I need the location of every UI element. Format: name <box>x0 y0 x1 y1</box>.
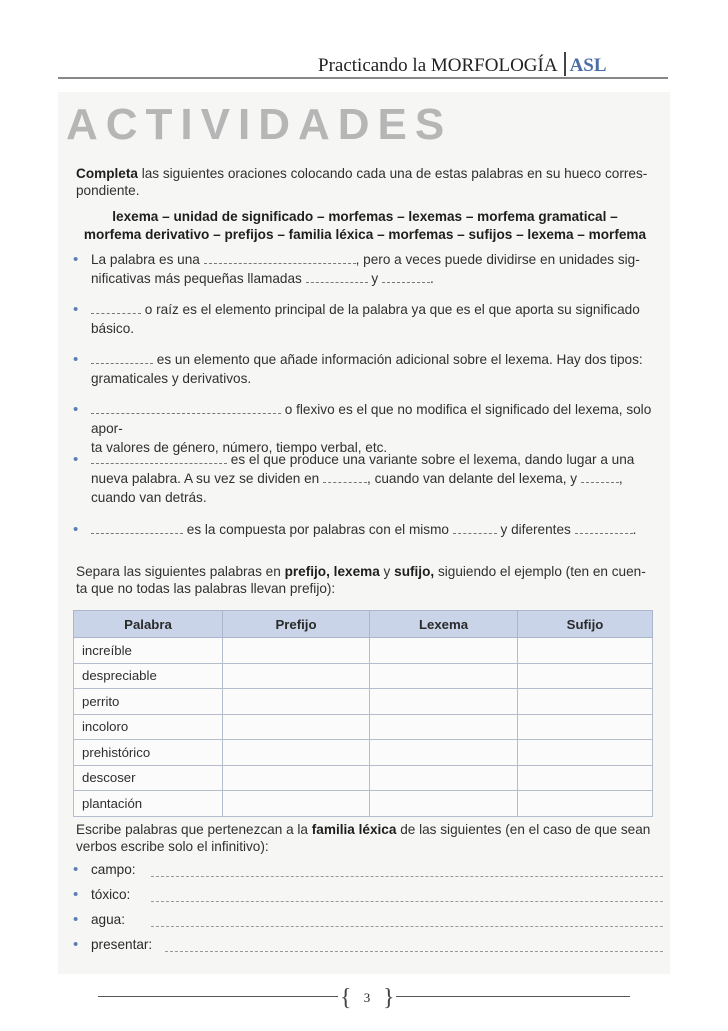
ex1-instruction <box>76 165 656 199</box>
family-label: agua: <box>91 912 126 927</box>
table-row <box>74 689 653 715</box>
sufijo-cell[interactable] <box>518 740 653 766</box>
ex3-instruction <box>76 821 658 855</box>
prefijo-cell[interactable] <box>223 740 370 766</box>
b1-text-e: . <box>429 271 434 286</box>
blank[interactable] <box>382 271 430 283</box>
bullet-dot: • <box>73 301 79 318</box>
col-header-lexema: Lexema <box>370 611 518 638</box>
b5-text-d: , <box>618 471 623 486</box>
b3-text-a: es un elemento que añade información adicional sobre el lexema. Hay dos tipos: <box>156 352 643 367</box>
bullet-4 <box>73 400 657 455</box>
answer-line[interactable] <box>151 876 663 877</box>
family-label: campo: <box>91 862 136 877</box>
ex3-line2: verbos escribe solo el infinitivo): <box>76 839 269 854</box>
table-header-row <box>74 611 653 638</box>
b6-text-b: y diferentes <box>500 522 571 537</box>
footer-rule-right <box>396 996 630 997</box>
bullet-2 <box>75 300 657 340</box>
b5-text-c: , cuando van delante del lexema, y <box>367 471 578 486</box>
word-cell: prehistórico <box>74 740 223 766</box>
prefijo-cell[interactable] <box>223 638 370 664</box>
ex2-instruction <box>76 563 658 597</box>
bullet-5 <box>75 450 657 510</box>
ex1-lead-bold: Completa <box>76 166 138 181</box>
footer-bracket-left: { <box>340 985 352 1011</box>
sufijo-cell[interactable] <box>518 791 653 817</box>
word-cell: descoser <box>74 765 223 791</box>
ex2-text-e: siguiendo el ejemplo (ten en cuen- <box>434 564 646 579</box>
blank[interactable] <box>204 252 356 264</box>
header-title: Practicando la MORFOLOGÍA <box>318 55 558 76</box>
table-row <box>74 638 653 664</box>
lexema-cell[interactable] <box>370 689 518 715</box>
word-cell: increíble <box>74 638 223 664</box>
family-item-campo <box>75 862 663 882</box>
b6-text-c: . <box>632 522 637 537</box>
family-item-toxico <box>75 887 663 907</box>
col-header-prefijo: Prefijo <box>223 611 370 638</box>
b3-text-b: gramaticales y derivativos. <box>91 371 252 386</box>
b5-text-b: nueva palabra. A su vez se dividen en <box>91 471 320 486</box>
b1-text-a: La palabra es una <box>91 252 200 267</box>
b6-text-a: es la compuesta por palabras con el mismo <box>186 522 449 537</box>
b4-text-b: ta valores de género, número, tiempo verbal, etc. <box>91 440 388 455</box>
bullet-dot: • <box>73 401 79 418</box>
lexema-cell[interactable] <box>370 638 518 664</box>
b4-text-a: o flexivo es el que no modifica el significado del lexema, solo apor- <box>91 402 652 436</box>
header-rule <box>58 77 668 79</box>
morphology-table <box>73 610 653 817</box>
b2-text-a: o raíz es el elemento principal de la palabra ya que es el que aporta su significado <box>144 302 640 317</box>
word-cell: despreciable <box>74 663 223 689</box>
word-bank-line2: morfema derivativo – prefijos – familia léxica – morfemas – sufijos – lexema – morfema <box>83 227 647 242</box>
ex2-bold-d: sufijo, <box>394 564 435 579</box>
blank[interactable] <box>91 302 141 314</box>
lexema-cell[interactable] <box>370 714 518 740</box>
b1-text-c: nificativas más pequeñas llamadas <box>91 271 302 286</box>
ex3-text-a: Escribe palabras que pertenezcan a la <box>76 822 312 837</box>
family-item-presentar <box>75 937 663 957</box>
lexema-cell[interactable] <box>370 663 518 689</box>
b2-text-b: básico. <box>91 321 135 336</box>
sufijo-cell[interactable] <box>518 638 653 664</box>
footer-bracket-right: } <box>383 985 395 1011</box>
blank[interactable] <box>91 452 227 464</box>
b5-text-a: es el que produce una variante sobre el lexema, dando lugar a una <box>230 452 635 467</box>
sufijo-cell[interactable] <box>518 765 653 791</box>
answer-line[interactable] <box>165 951 663 952</box>
bullet-dot: • <box>73 451 79 468</box>
sufijo-cell[interactable] <box>518 714 653 740</box>
blank[interactable] <box>323 471 367 483</box>
page-number: 3 <box>363 990 371 1005</box>
blank[interactable] <box>575 522 633 534</box>
blank[interactable] <box>453 522 497 534</box>
bullet-1 <box>75 250 657 290</box>
ex3-text-c: de las siguientes (en el caso de que sean <box>396 822 651 837</box>
bullet-dot: • <box>73 861 79 878</box>
lexema-cell[interactable] <box>370 765 518 791</box>
b5-text-e: cuando van detrás. <box>91 490 207 505</box>
section-title: ACTIVIDADES <box>66 100 453 149</box>
family-label: tóxico: <box>91 887 131 902</box>
family-label: presentar: <box>91 937 153 952</box>
ex1-lead-line1: las siguientes oraciones colocando cada una de estas palabras en su hueco corres- <box>137 166 648 181</box>
footer-rule-left <box>98 996 338 997</box>
bullet-6 <box>75 520 657 542</box>
lexema-cell[interactable] <box>370 740 518 766</box>
ex2-text-c: y <box>379 564 395 579</box>
table-row <box>74 740 653 766</box>
answer-line[interactable] <box>151 901 663 902</box>
prefijo-cell[interactable] <box>223 714 370 740</box>
word-cell: perrito <box>74 689 223 715</box>
table-row <box>74 663 653 689</box>
bullet-3 <box>75 350 657 390</box>
blank[interactable] <box>306 271 368 283</box>
prefijo-cell[interactable] <box>223 765 370 791</box>
ex2-line2: ta que no todas las palabras llevan prefijo): <box>76 581 336 596</box>
header-tag: ASL <box>569 55 607 76</box>
bullet-dot: • <box>73 886 79 903</box>
b1-text-b: , pero a veces puede dividirse en unidades sig- <box>355 252 640 267</box>
header-separator <box>564 52 566 76</box>
ex2-text-a: Separa las siguientes palabras en <box>76 564 285 579</box>
blank[interactable] <box>91 352 153 364</box>
col-header-sufijo: Sufijo <box>518 611 653 638</box>
prefijo-cell[interactable] <box>223 791 370 817</box>
col-header-palabra: Palabra <box>74 611 223 638</box>
bullet-dot: • <box>73 251 79 268</box>
sufijo-cell[interactable] <box>518 663 653 689</box>
b1-text-d: y <box>371 271 379 286</box>
bullet-dot: • <box>73 911 79 928</box>
lexema-cell[interactable] <box>370 791 518 817</box>
answer-line[interactable] <box>151 926 663 927</box>
table-row <box>74 714 653 740</box>
word-cell: plantación <box>74 791 223 817</box>
bullet-dot: • <box>73 521 79 538</box>
running-header <box>318 52 607 77</box>
bullet-dot: • <box>73 936 79 953</box>
prefijo-cell[interactable] <box>223 689 370 715</box>
ex1-lead-line2: pondiente. <box>76 183 140 198</box>
ex3-bold-b: familia léxica <box>311 822 397 837</box>
prefijo-cell[interactable] <box>223 663 370 689</box>
table-row <box>74 791 653 817</box>
word-bank-line1: lexema – unidad de significado – morfemas – lexemas – morfema gramatical – <box>112 209 618 224</box>
sufijo-cell[interactable] <box>518 689 653 715</box>
blank[interactable] <box>581 471 619 483</box>
blank[interactable] <box>91 402 281 414</box>
ex2-bold-b: prefijo, lexema <box>284 564 380 579</box>
word-cell: incoloro <box>74 714 223 740</box>
bullet-dot: • <box>73 351 79 368</box>
family-item-agua <box>75 912 663 932</box>
table-row <box>74 765 653 791</box>
blank[interactable] <box>91 522 183 534</box>
